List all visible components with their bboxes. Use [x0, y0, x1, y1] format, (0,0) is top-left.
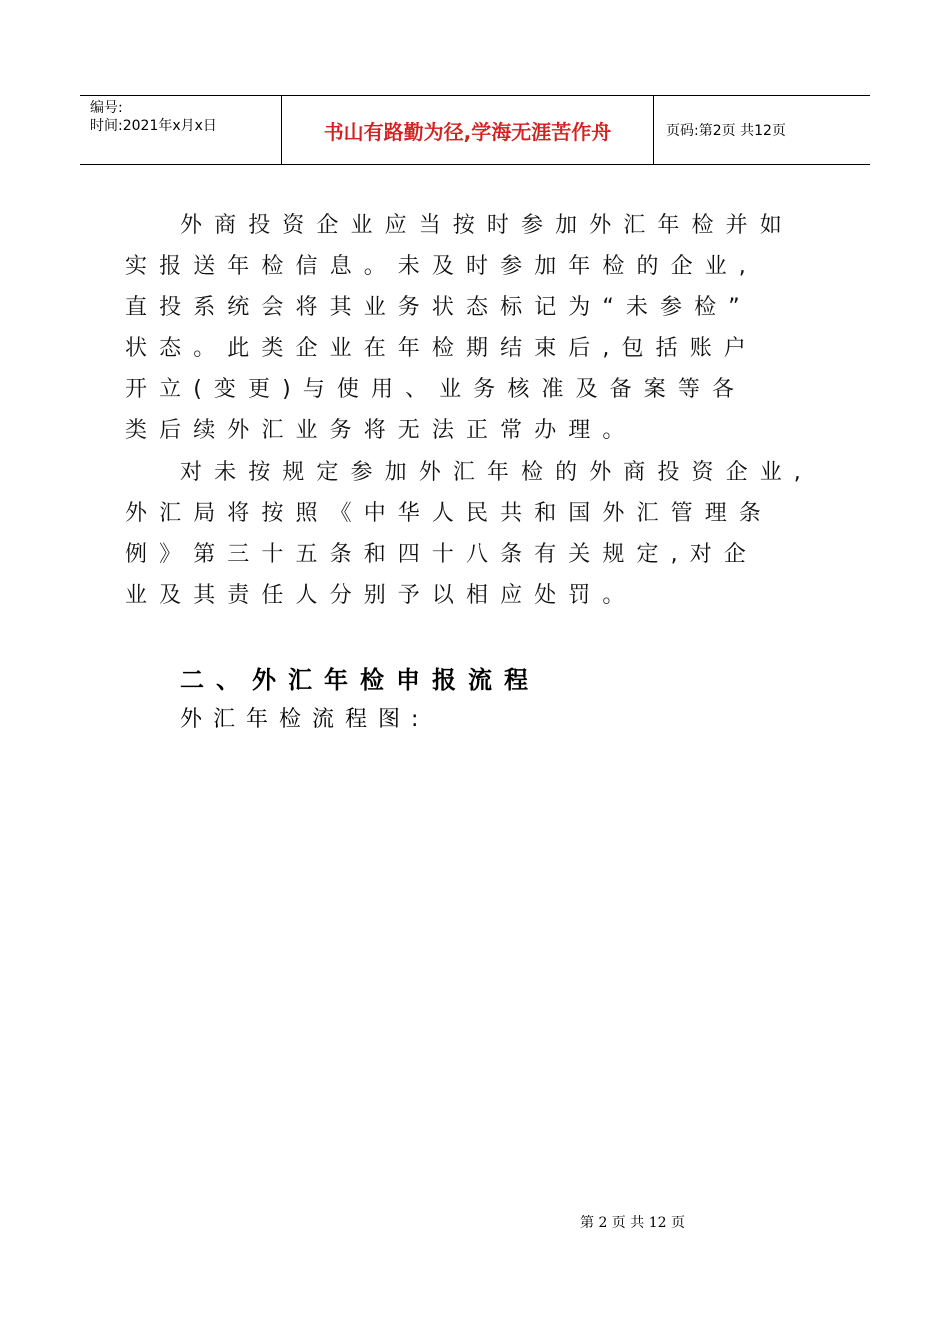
paragraph-line: 外商投资企业应当按时参加外汇年检并如 [180, 213, 794, 238]
paragraph-line: 状态。此类企业在年检期结束后,包括账户 [125, 336, 758, 361]
paragraph-annual-inspection [125, 205, 830, 451]
document-time-label: 时间:2021年x月x日 [90, 118, 217, 134]
paragraph-line: 类后续外汇业务将无法正常办理。 [125, 418, 637, 443]
header-page-info: 页码:第2页 共12页 [666, 123, 786, 139]
section-subheading: 外汇年检流程图: [180, 707, 430, 732]
page-footer: 第 2 页 共 12 页 [580, 1215, 685, 1231]
paragraph-line: 对未按规定参加外汇年检的外商投资企业, [180, 460, 813, 485]
document-header [80, 95, 870, 165]
paragraph-line: 外汇局将按照《中华人民共和国外汇管理条 [125, 501, 773, 526]
paragraph-line: 直投系统会将其业务状态标记为“未参检” [125, 295, 752, 320]
section-heading: 二、外汇年检申报流程 [180, 666, 540, 694]
paragraph-line: 实报送年检信息。未及时参加年检的企业, [125, 254, 758, 279]
paragraph-penalty [125, 452, 830, 616]
paragraph-line: 业及其责任人分别予以相应处罚。 [125, 583, 637, 608]
document-number-label: 编号: [90, 100, 123, 116]
paragraph-line: 例》第三十五条和四十八条有关规定,对企 [125, 542, 758, 567]
header-meta-cell [80, 96, 282, 164]
paragraph-line: 开立(变更)与使用、业务核准及备案等各 [125, 377, 747, 402]
header-motto: 书山有路勤为径,学海无涯苦作舟 [282, 96, 654, 164]
